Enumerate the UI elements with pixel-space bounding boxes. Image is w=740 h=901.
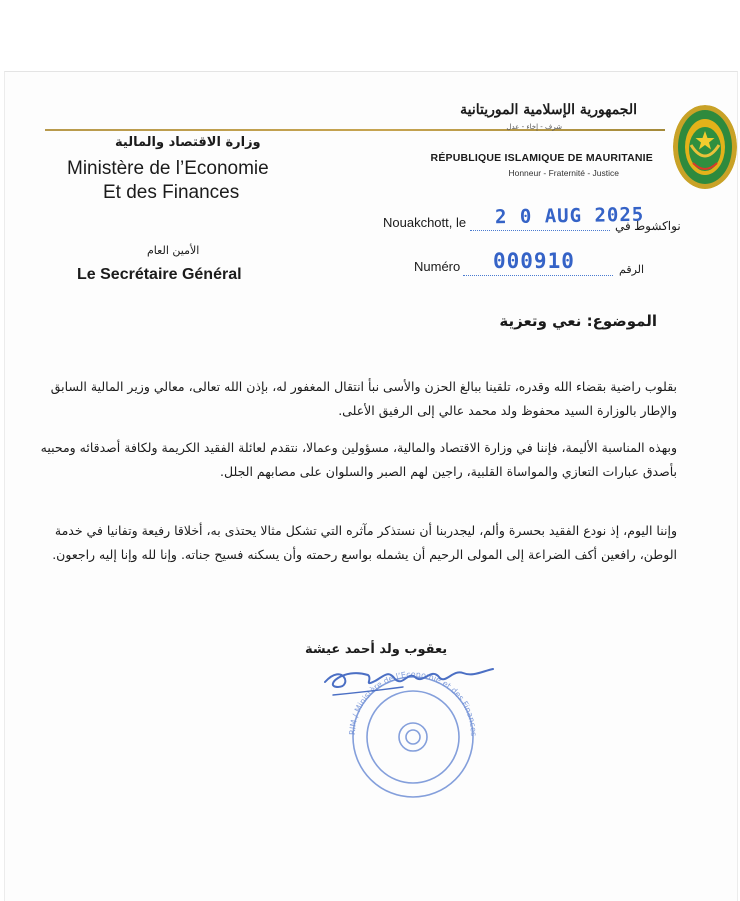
number-line bbox=[463, 275, 613, 276]
paragraph-2: وبهذه المناسبة الأليمة، فإننا في وزارة الاقتصاد والمالية، مسؤولين وعمالا، نتقدم لعائلة الفقيد الكريمة ولكافة أصدقائه ومحبيه بأصدق عبارات التعازي والمواساة القلبية، راجين لهم الصبر والسلوان على مصابهم الجلل. bbox=[40, 440, 677, 479]
ministry-name-arabic: وزارة الاقتصاد والمالية bbox=[115, 135, 261, 150]
office-title-arabic: الأمين العام bbox=[147, 244, 200, 257]
republic-name-arabic: الجمهورية الإسلامية الموريتانية bbox=[460, 102, 637, 118]
mauritania-emblem-icon bbox=[673, 105, 737, 189]
republic-name-french: RÉPUBLIQUE ISLAMIQUE DE MAURITANIE bbox=[430, 152, 653, 164]
reference-number-stamp: 000910 bbox=[493, 249, 575, 273]
place-label-french: Nouakchott, le bbox=[383, 215, 467, 230]
official-stamp-and-signature bbox=[313, 657, 513, 802]
stamp-ring-text: RIM / Ministère de l’Economie et des Finances bbox=[347, 669, 479, 737]
place-label-arabic: نواكشوط في bbox=[615, 219, 681, 233]
ministry-name-french-line2: Et des Finances bbox=[103, 182, 240, 203]
republic-motto-arabic: شرف - إخاء - عدل bbox=[506, 123, 562, 131]
ministry-name-french-line1: Ministère de l’Economie bbox=[67, 158, 269, 179]
republic-motto-french: Honneur - Fraternité - Justice bbox=[508, 168, 619, 178]
header-divider bbox=[45, 129, 665, 131]
date-line bbox=[470, 230, 610, 231]
letter-subject: الموضوع: نعي وتعزية bbox=[499, 312, 657, 330]
number-label-french: Numéro bbox=[414, 259, 461, 274]
letter-page bbox=[4, 71, 738, 901]
paragraph-3: وإننا اليوم، إذ نودع الفقيد بحسرة وألم، ليجدربنا أن نستذكر مآثره التي تشكل مثالا يحتذى به، أخلاقا رفيعة وتفانيا في خدمة الوطن، رافعين أكف الضراعة إلى المولى الرحيم أن يشمله بواسع رحمته وأن يسكنه فسيح جناته. وإنا لله وإنا إليه راجعون. bbox=[52, 523, 677, 562]
number-label-arabic: الرقم bbox=[619, 264, 645, 276]
paragraph-1: بقلوب راضية بقضاء الله وقدره، تلقينا ببالغ الحزن والأسى نبأ انتقال المغفور له، بإذن الله تعالى، معالي وزير المالية السابق والإطار بالوزارة السيد محفوظ ولد محمد عالي إلى الرفيق الأعلى. bbox=[50, 379, 677, 418]
signer-name: يعقوب ولد أحمد عيشة bbox=[305, 642, 448, 657]
date-stamp: 2 0 AUG 2025 bbox=[494, 203, 645, 229]
office-title-french: Le Secrétaire Général bbox=[77, 266, 242, 283]
